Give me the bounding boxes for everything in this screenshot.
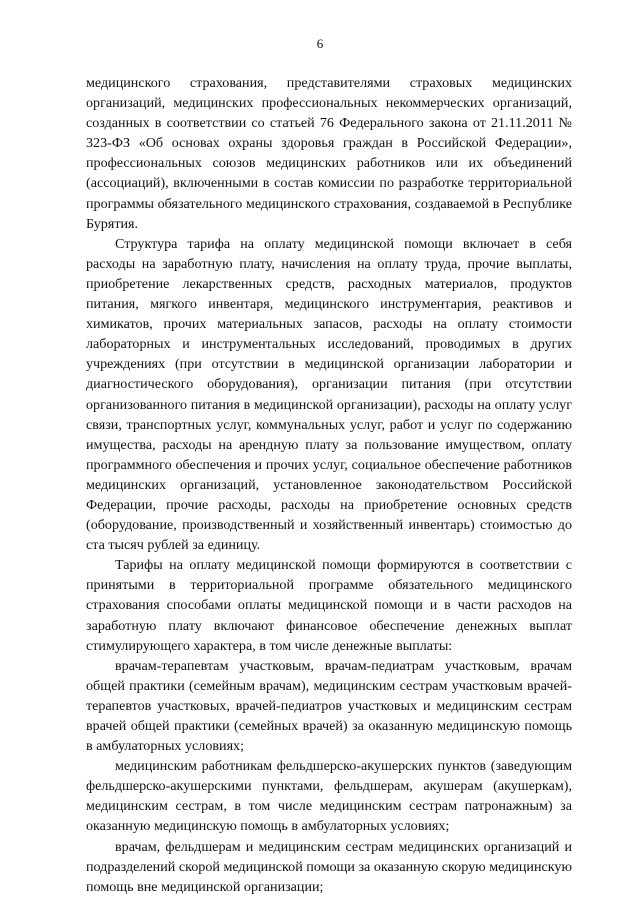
paragraph-district-doctors-payments: врачам-терапевтам участковым, врачам-педиатрам участковым, врачам общей практики (семейным врачам), медицинским сестрам участковым врачей-терапевтов участковых, врачей-педиатров участковых и медицинским сестрам врачей общей практики (семейных врачей) за оказанную медицинскую помощь в амбулаторных условиях; (86, 657, 572, 755)
paragraph-feldsher-points-payments: медицинским работникам фельдшерско-акушерских пунктов (заведующим фельдшерско-акушерскими пунктами, фельдшерам, акушерам (акушеркам), медицинским сестрам, в том числе медицинским сестрам патронажным) за оказанную медицинскую помощь в амбулаторных условиях; (86, 758, 572, 835)
page-number: 6 (316, 36, 324, 51)
paragraph-tariff-formation: Тарифы на оплату медицинской помощи формируются в соответствии с принятыми в территориальной программе обязательного медицинского страхования способами оплаты медицинской помощи и в части расходов на заработную плату включают финансовое обеспечение денежных выплат стимулирующего характера, в том числе денежные выплаты: (86, 557, 572, 654)
paragraph-commission-composition: медицинского страхования, представителями страховых медицинских организаций, медицинских профессиональных некоммерческих организаций, созданных в соответствии со статьей 76 Федерального закона от 21.11.2011 № 323-ФЗ «Об основах охраны здоровья граждан в Российской Федерации», профессиональных союзов медицинских работников или их объединений (ассоциаций), включенными в состав комиссии по разработке территориальной программы обязательного медицинского страхования, создаваемой в Республике Бурятия. (86, 75, 572, 232)
paragraph-tariff-structure: Структура тарифа на оплату медицинской помощи включает в себя расходы на заработную плату, начисления на оплату труда, прочие выплаты, приобретение лекарственных средств, расходных материалов, продуктов питания, мягкого инвентаря, медицинского инструментария, реактивов и химикатов, прочих материальных запасов, расходы на оплату стоимости лабораторных и инструментальных исследований, проводимых в других учреждениях (при отсутствии в медицинской организации лаборатории и диагностического оборудования), организации питания (при отсутствии организованного питания в медицинской организации), расходы на оплату услуг связи, транспортных услуг, коммунальных услуг, работ и услуг по содержанию имущества, расходы на арендную плату за пользование имуществом, оплату программного обеспечения и прочих услуг, социальное обеспечение работников медицинских организаций, установленное законодательством Российской Федерации, прочие расходы, расходы на приобретение основных средств (оборудование, производственный и хозяйственный инвентарь) стоимостью до ста тысяч рублей за единицу. (86, 235, 572, 554)
paragraph-ambulance-payments: врачам, фельдшерам и медицинским сестрам медицинских организаций и подразделений скорой медицинской помощи за оказанную скорую медицинскую помощь вне медицинской организации; (86, 838, 572, 895)
document-body (86, 73, 572, 897)
